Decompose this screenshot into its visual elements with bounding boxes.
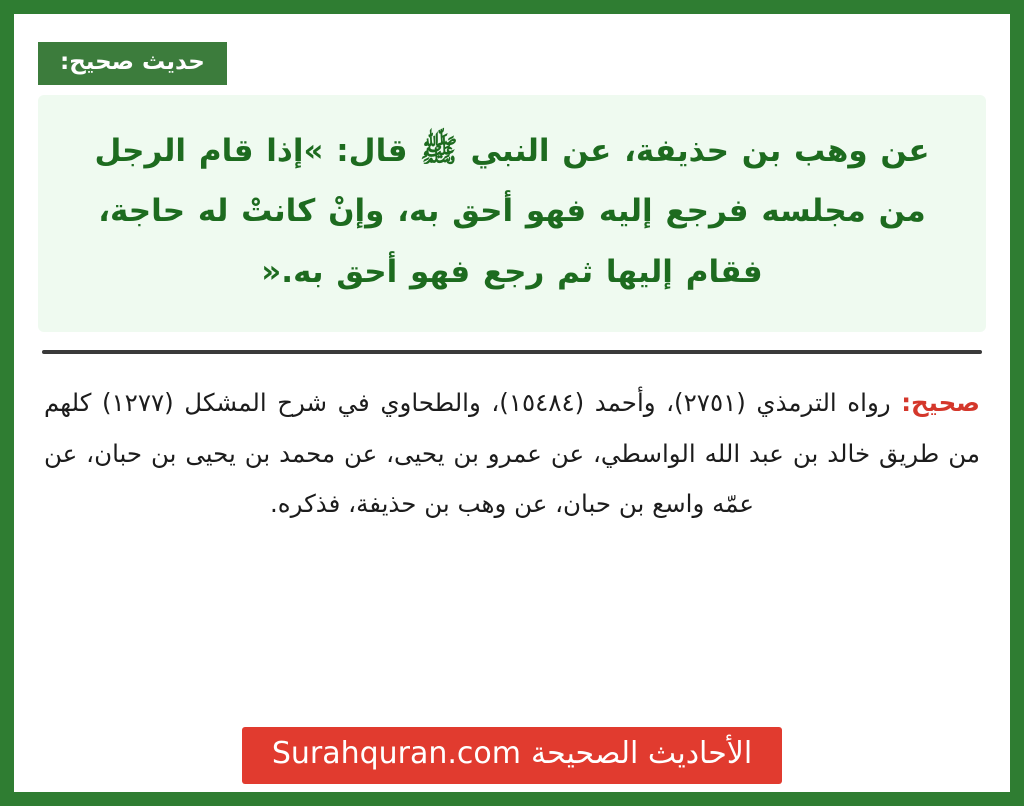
hadith-box — [38, 95, 986, 332]
takhrij-body: رواه الترمذي (٢٧٥١)، وأحمد (١٥٤٨٤)، والطحاوي في شرح المشكل (١٢٧٧) كلهم من طريق خالد بن عبد الله الواسطي، عن عمرو بن يحيى، عن محمد بن يحيى بن حبان، عن عمّه واسع بن حبان، عن وهب بن حذيفة، فذكره. — [44, 388, 980, 518]
footer-badge[interactable] — [242, 727, 782, 784]
footer-site-name[interactable]: Surahquran.com — [271, 736, 521, 771]
bottom-green-strip — [0, 792, 1024, 806]
hadith-text: عن وهب بن حذيفة، عن النبي ﷺ قال: »إذا قام الرجل من مجلسه فرجع إليه فهو أحق به، وإنْ كانتْ له حاجة، فقام إليها ثم رجع فهو أحق به.« — [94, 133, 930, 290]
takhrij-grade-label: صحيح: — [901, 388, 980, 418]
footer-collection-title: الأحاديث الصحيحة — [531, 736, 753, 771]
takhrij-paragraph — [38, 378, 986, 529]
grade-row — [38, 14, 986, 85]
page-content — [14, 14, 1010, 806]
hadith-grade-badge: حديث صحيح: — [38, 42, 227, 85]
section-divider — [42, 350, 982, 354]
